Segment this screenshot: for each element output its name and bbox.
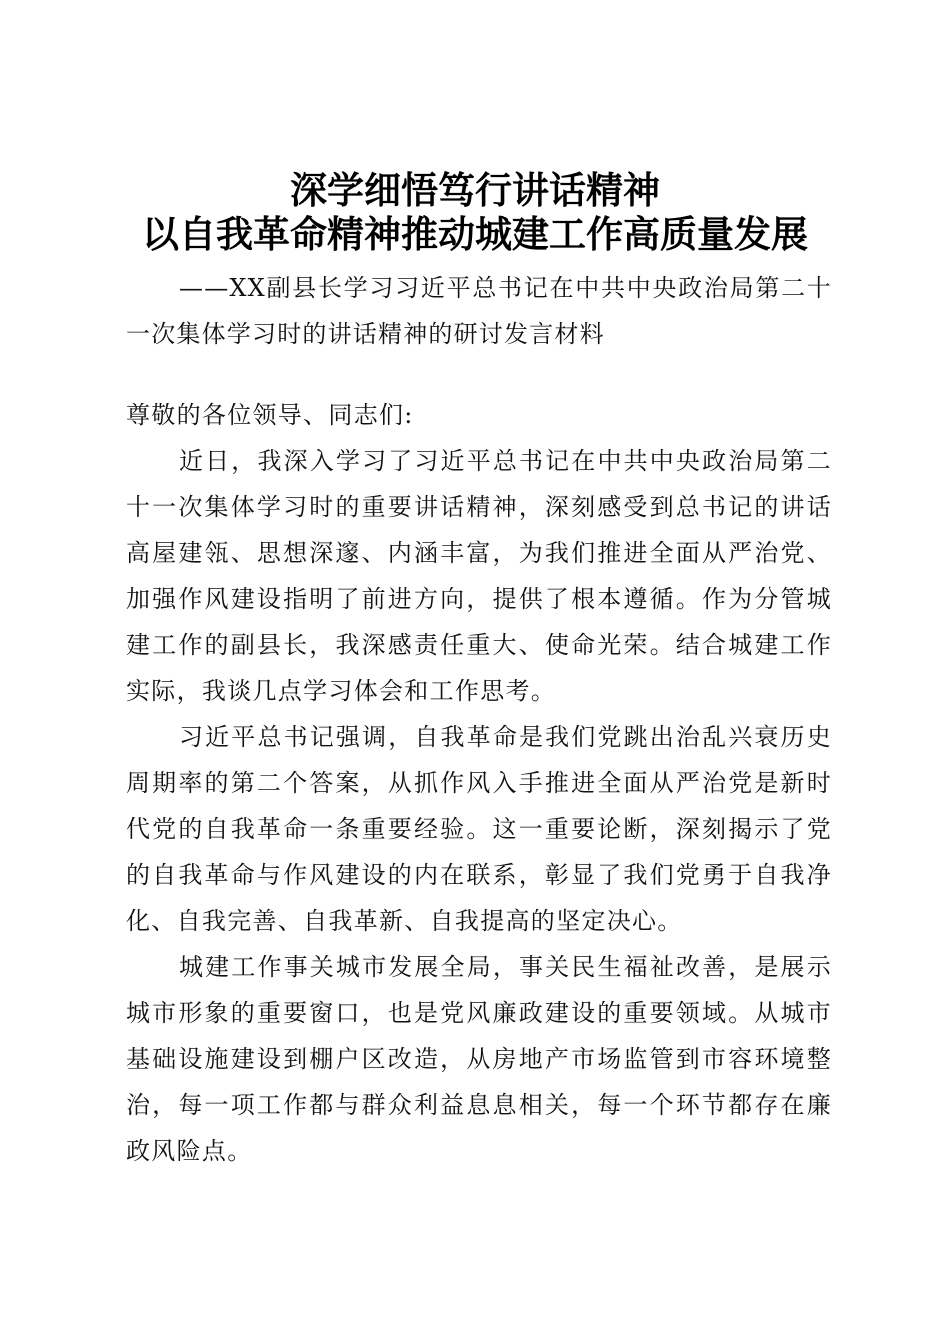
greeting: 尊敬的各位领导、同志们: [126, 401, 414, 429]
paragraph-3: 城建工作事关城市发展全局，事关民生福祉改善，是展示城市形象的重要窗口，也是党风廉政建设的重要领域。从城市基础设施建设到棚户区改造，从房地产市场监管到市容环境整治，每一项工作都与群众利益息息相关，每一个环节都存在廉政风险点。 [126, 953, 832, 1165]
document-title-line-1: 深学细悟笃行讲话精神 [290, 168, 660, 212]
paragraph-1: 近日，我深入学习了习近平总书记在中共中央政治局第二十一次集体学习时的重要讲话精神，深刻感受到总书记的讲话高屋建瓴、思想深邃、内涵丰富，为我们推进全面从严治党、加强作风建设指明了前进方向，提供了根本遵循。作为分管城建工作的副县长，我深感责任重大、使命光荣。结合城建工作实际，我谈几点学习体会和工作思考。 [126, 447, 832, 705]
document-subtitle: ——XX副县长学习习近平总书记在中共中央政治局第二十一次集体学习时的讲话精神的研讨发言材料 [126, 274, 832, 348]
document-title-line-2: 以自我革命精神推动城建工作高质量发展 [142, 212, 808, 256]
paragraph-2: 习近平总书记强调，自我革命是我们党跳出治乱兴衰历史周期率的第二个答案，从抓作风入手推进全面从严治党是新时代党的自我革命一条重要经验。这一重要论断，深刻揭示了党的自我革命与作风建设的内在联系，彰显了我们党勇于自我净化、自我完善、自我革新、自我提高的坚定决心。 [126, 723, 832, 935]
